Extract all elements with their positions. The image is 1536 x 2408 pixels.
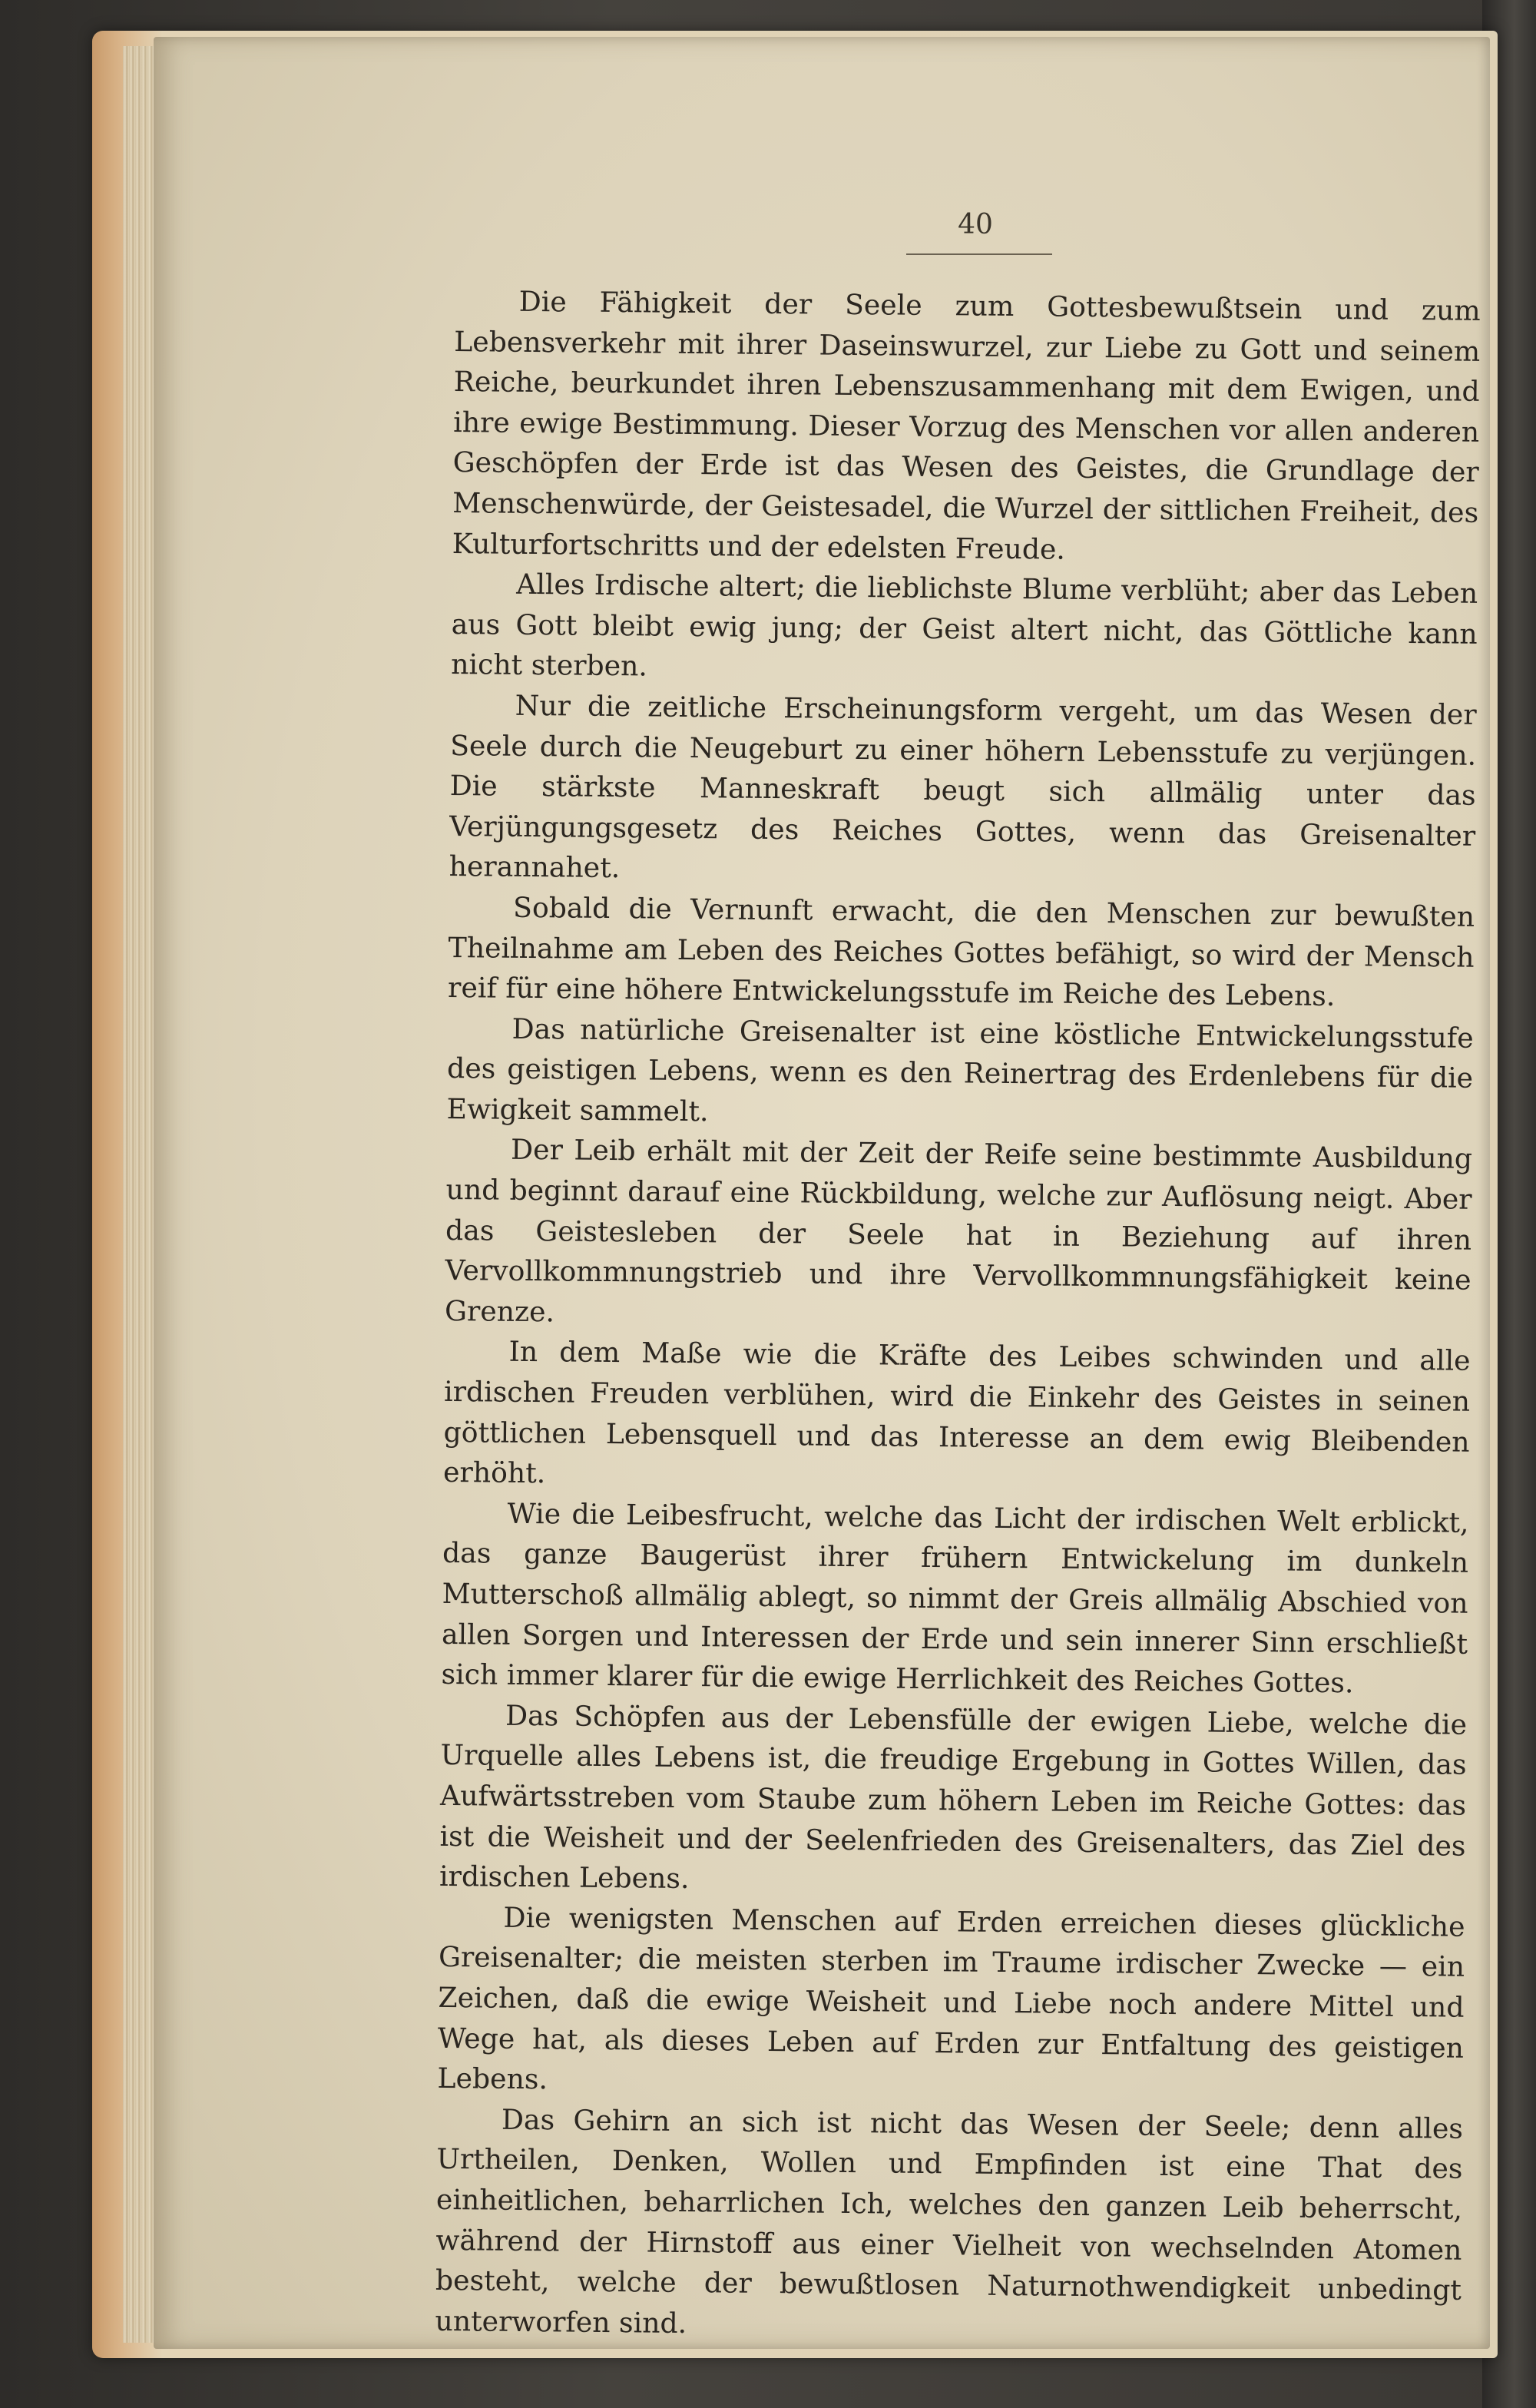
paragraph: In dem Maße wie die Kräfte des Leibes schwinden und alle irdischen Freuden verblühen, wird die Einkehr des Geistes in seinen göttlichen Lebensquell und das Interesse an dem ewig Bleibenden erhöht. [442,1335,1471,1490]
header-rule [906,253,1052,255]
paragraph: Die Fähigkeit der Seele zum Gottesbewußtsein und zum Lebensverkehr mit ihrer Daseinswurzel, zur Liebe zu Gott und seinem Reiche, beurkundet ihren Lebenszusammenhang mit dem Ewigen, und ihre ewige Bestimmung. Dieser Vorzug des Menschen vor allen anderen Geschöpfen der Erde ist das Wesen des Geistes, die Grundlage der Menschenwürde, der Geistesadel, die Wurzel der sittlichen Freiheit, des Kulturfortschritts und der edelsten Freude. [452,284,1481,566]
paragraph: Die wenigsten Menschen auf Erden erreichen dieses glückliche Greisenalter; die meisten sterben im Traume irdischer Zwecke — ein Zeichen, daß die ewige Weisheit und Liebe noch andere Mittel und Wege hat, als dieses Leben auf Erden zur Entfaltung des geistigen Lebens. [437,1900,1465,2096]
paragraph: Alles Irdische altert; die lieblichste Blume verblüht; aber das Leben aus Gott bleibt ewig jung; der Geist altert nicht, das Göttliche kann nicht sterben. [451,567,1478,683]
paragraph: Das Gehirn an sich ist nicht das Wesen der Seele; denn alles Urtheilen, Denken, Wollen und Empfinden ist eine That des einheitlichen, beharrlichen Ich, welches den ganzen Leib beherrscht, während der Hirnstoff aus einer Vielheit von wechselnden Atomen besteht, welche der bewußtlosen Naturnothwendigkeit unbedingt unterworfen sind. [435,2102,1464,2340]
paragraph: Das Schöpfen aus der Lebensfülle der ewigen Liebe, welche die Urquelle alles Lebens ist, die freudige Ergebung in Gottes Willen, das Aufwärtsstreben vom Staube zum höhern Leben im Reiche Gottes: das ist die Weisheit und der Seelenfrieden des Greisenalters, das Ziel des irdischen Lebens. [439,1698,1468,1896]
paragraph: Der Leib erhält mit der Zeit der Reife seine bestimmte Ausbildung und beginnt darauf eine Rückbildung, welche zur Auflösung neigt. Aber das Geistesleben der Seele hat in Beziehung auf ihren Vervollkommnungstrieb und ihre Vervollkommnungsfähigkeit keine Grenze. [444,1133,1473,1329]
paragraph: Nur die zeitliche Erscheinungsform vergeht, um das Wesen der Seele durch die Neugeburt zu einer höhern Lebensstufe zu verjüngen. Die stärkste Manneskraft beugt sich allmälig unter das Verjüngungsgesetz des Reiches Gottes, wenn das Greisenalter herannahet. [449,688,1477,885]
paragraph: Sobald die Vernunft erwacht, die den Menschen zur bewußten Theilnahme am Leben des Reiches Gottes befähigt, so wird der Mensch reif für eine höhere Entwickelungsstufe im Reiche des Lebens. [447,890,1475,1013]
page-edges [123,46,154,2343]
paragraph: Das natürliche Greisenalter ist eine köstliche Entwickelungsstufe des geistigen Lebens, wenn es den Reinertrag des Erdenlebens für die Ewigkeit sammelt. [446,1012,1474,1128]
page-body [435,281,1481,2351]
page-number: 40 [958,209,993,240]
paragraph: Wie die Leibesfrucht, welche das Licht der irdischen Welt erblickt, das ganze Baugerüst ihrer frühern Entwickelung im dunkeln Mutterschoß allmälig ablegt, so nimmt der Greis allmälig Abschied von allen Sorgen und Interessen der Erde und sein innerer Sinn erschließt sich immer klarer für die ewige Herrlichkeit des Reiches Gottes. [441,1496,1469,1700]
